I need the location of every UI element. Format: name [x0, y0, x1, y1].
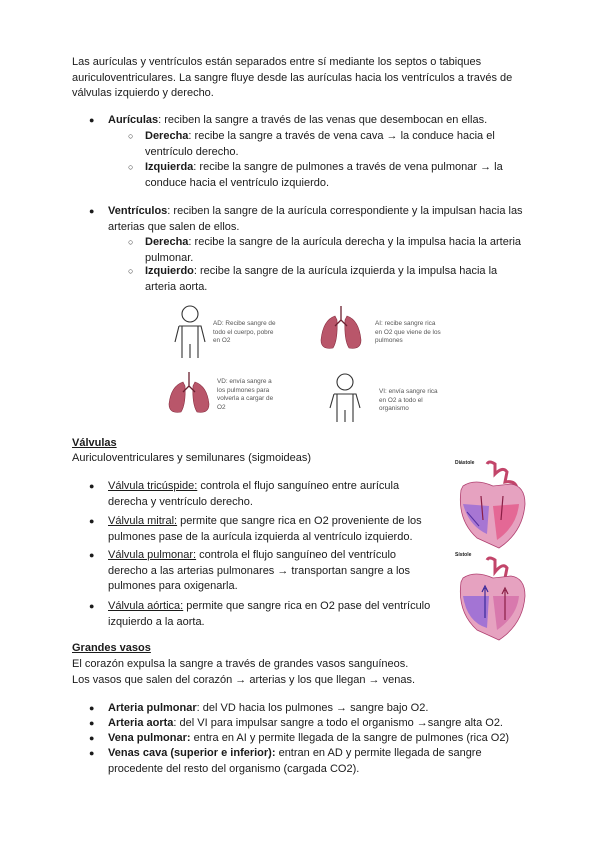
list-item-ventriculos — [89, 204, 528, 235]
bullet-icon: ● — [89, 516, 95, 526]
list-item-ventriculo-izquierdo — [128, 264, 510, 295]
list-item-arteria-aorta — [89, 716, 528, 732]
person-icon — [175, 306, 205, 358]
lungs-icon — [321, 306, 361, 348]
vasos-line-1: El corazón expulsa la sangre a través de grandes vasos sanguíneos. — [72, 658, 409, 670]
caption-ad: AD: Recibe sangre de todo el cuerpo, pobre en O2 — [213, 320, 276, 344]
bullet-icon: ● — [89, 481, 95, 491]
bullet-icon: ● — [89, 206, 95, 216]
auriculas-text: : reciben la sangre a través de las venas que desembocan en ellas. — [158, 114, 488, 126]
term-venas-cava: Venas cava (superior e inferior): — [108, 747, 276, 759]
aortica-text: permite que sangre rica en O2 pase del ventrículo izquierdo a la aorta. — [108, 600, 431, 628]
heading-grandes-vasos: Grandes vasos — [72, 642, 151, 654]
intro-paragraph: Las aurículas y ventrículos están separados entre sí mediante los septos o tabiques auriculoventriculares. La sangre fluye desde las aurículas hacia los ventrículos a través de válvulas izquierdo y derecho. — [72, 56, 513, 99]
list-item-venas-cava — [89, 746, 518, 777]
bullet-icon: ● — [89, 115, 95, 125]
list-item-auriculas — [89, 113, 528, 129]
ventriculos-text: : reciben la sangre de la aurícula correspondiente y la impulsan hacia las arterias que salen de ellos. — [108, 205, 523, 233]
list-item-valvula-tricuspide — [89, 479, 438, 510]
term-mitral: Válvula mitral: — [108, 515, 178, 527]
term-pulmonar: Válvula pulmonar: — [108, 549, 197, 561]
term-derecha: Derecha — [145, 130, 189, 142]
caption-vd: VD: envía sangre a los pulmones para volverla a cargar de O2 — [217, 378, 274, 411]
circle-bullet-icon: ○ — [128, 237, 134, 247]
heart-diastole-icon — [460, 462, 525, 548]
mitral-text: permite que sangre rica en O2 proveniente de los pulmones pase de la aurícula izquierda al ventrículo izquierdo. — [108, 515, 422, 543]
bullet-icon: ● — [89, 718, 95, 728]
arteria-aorta-text: : del VI para impulsar sangre a todo el organismo →sangre alta O2. — [173, 717, 503, 729]
pulmonar-text: controla el flujo sanguíneo del ventrículo derecho a las arterias pulmonares → transportan sangre a los pulmones para oxigenarla. — [108, 549, 411, 592]
valvulas-subtitle: Auriculoventriculares y semilunares (sigmoideas) — [72, 452, 312, 464]
bullet-icon: ● — [89, 550, 95, 560]
circle-bullet-icon: ○ — [128, 162, 134, 172]
list-item-valvula-pulmonar — [89, 548, 438, 595]
heart-valves-diagram — [453, 460, 533, 645]
vasos-line-2: Los vasos que salen del corazón → arterias y los que llegan → venas. — [72, 674, 416, 686]
systole-label: Sístole — [455, 552, 472, 558]
term-ventriculos: Ventrículos — [108, 205, 168, 217]
auricula-izquierda-text: : recibe la sangre de pulmones a través de vena pulmonar → la conduce hacia el ventrículo izquierdo. — [145, 161, 503, 189]
bullet-icon: ● — [89, 703, 95, 713]
term-tricuspide: Válvula tricúspide: — [108, 480, 198, 492]
heading-valvulas: Válvulas — [72, 437, 117, 449]
diastole-label: Diástole — [455, 460, 475, 466]
bullet-icon: ● — [89, 733, 95, 743]
term-auriculas: Aurículas — [108, 114, 159, 126]
person-icon — [330, 374, 360, 422]
circle-bullet-icon: ○ — [128, 266, 134, 276]
term-izquierdo: Izquierdo — [145, 265, 194, 277]
list-item-auricula-izquierda — [128, 160, 510, 191]
ventriculo-izquierdo-text: : recibe la sangre de la aurícula izquierda y la impulsa hacia la arteria aorta. — [145, 265, 498, 293]
ventriculo-derecho-text: : recibe la sangre de la aurícula derecha y la impulsa hacia la arteria pulmonar. — [145, 236, 522, 264]
caption-vi: VI: envía sangre rica en O2 a todo el organismo — [379, 388, 438, 412]
bullet-icon: ● — [89, 601, 95, 611]
lungs-icon — [169, 372, 209, 412]
vena-pulmonar-text: entra en AI y permite llegada de la sangre de pulmones (rica O2) — [190, 732, 510, 744]
bullet-icon: ● — [89, 748, 95, 758]
circle-bullet-icon: ○ — [128, 131, 134, 141]
list-item-arteria-pulmonar — [89, 701, 528, 717]
term-vena-pulmonar: Vena pulmonar: — [108, 732, 191, 744]
list-item-valvula-aortica — [89, 599, 438, 630]
list-item-ventriculo-derecho — [128, 235, 530, 266]
term-arteria-aorta: Arteria aorta — [108, 717, 174, 729]
list-item-auricula-derecha — [128, 129, 510, 160]
term-izquierda: Izquierda — [145, 161, 194, 173]
arteria-pulmonar-text: : del VD hacia los pulmones → sangre bajo O2. — [196, 702, 429, 714]
term-aortica: Válvula aórtica: — [108, 600, 184, 612]
tricuspide-text: controla el flujo sanguíneo entre aurícula derecha y ventrículo derecho. — [108, 480, 400, 508]
caption-ai: AI: recibe sangre rica en O2 que viene de los pulmones — [375, 320, 441, 344]
term-derecha-v: Derecha — [145, 236, 189, 248]
list-item-valvula-mitral — [89, 514, 438, 545]
heart-diagram-svg — [453, 460, 533, 645]
venas-cava-text: entran en AD y permite llegada de sangre procedente del resto del organismo (cargada CO2). — [108, 747, 482, 775]
auricula-derecha-text: : recibe la sangre a través de vena cava → la conduce hacia el ventrículo derecho. — [145, 130, 495, 158]
term-arteria-pulmonar: Arteria pulmonar — [108, 702, 197, 714]
heart-chambers-figure — [165, 296, 455, 424]
heart-systole-icon — [460, 558, 525, 640]
list-item-vena-pulmonar — [89, 731, 528, 747]
